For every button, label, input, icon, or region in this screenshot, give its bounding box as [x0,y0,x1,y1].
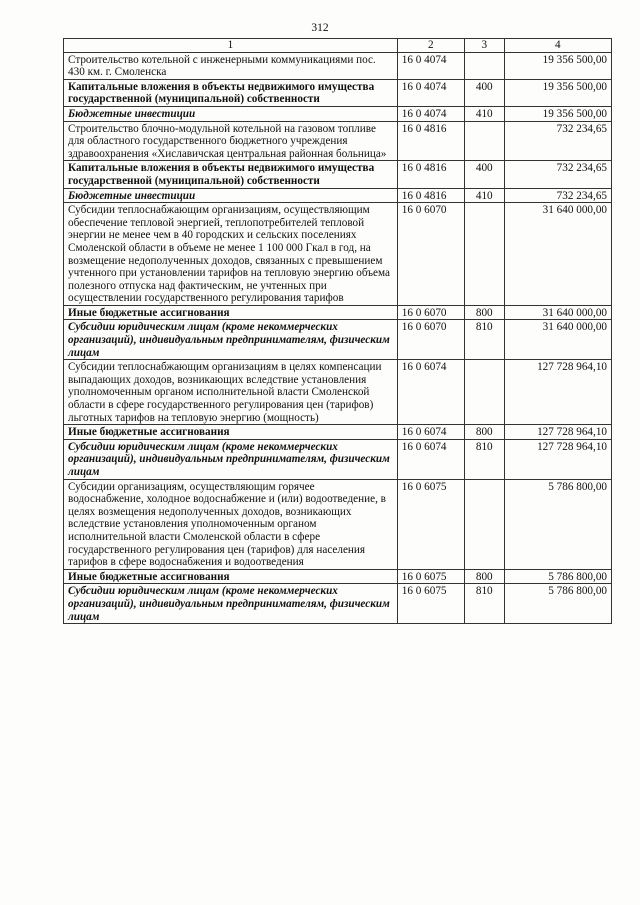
row-code: 16 0 6075 [397,479,464,569]
row-name: Строительство блочно-модульной котельной на газовом топливе для областного государственного бюджетного учреждения здравоохранения «Хиславичская центральная районная больница» [64,121,398,161]
row-code: 16 0 6075 [397,584,464,624]
table-row [64,52,612,79]
row-code: 16 0 6070 [397,203,464,306]
row-name: Субсидии юридическим лицам (кроме некоммерческих организаций), индивидуальным предпринимателям, физическим лицам [64,439,398,479]
row-code: 16 0 6074 [397,439,464,479]
row-code: 16 0 6070 [397,320,464,360]
row-name: Субсидии теплоснабжающим организациям, осуществляющим обеспечение тепловой энергией, теплопотребителей тепловой энергии не менее чем в 40 городских и сельских поселениях Смоленской области в объеме не менее 1 100 000 Гкал в год, на возмещение недополученных доходов, связанных с превышением учтенного при установлении тарифов на тепловую энергию объема полезного отпуска над фактическим, не учтенных при осуществлении государственного регулирования тарифов [64,203,398,306]
table-row [64,79,612,106]
row-code: 16 0 6070 [397,305,464,320]
table-row [64,320,612,360]
table-header-row [64,39,612,53]
row-amount: 19 356 500,00 [504,106,611,121]
row-amount: 31 640 000,00 [504,305,611,320]
row-type: 800 [464,425,504,440]
table-row [64,161,612,188]
row-type [464,203,504,306]
row-type: 400 [464,161,504,188]
row-name: Бюджетные инвестиции [64,106,398,121]
table-row [64,569,612,584]
table-row [64,584,612,624]
row-name: Бюджетные инвестиции [64,188,398,203]
row-name: Иные бюджетные ассигнования [64,425,398,440]
row-amount: 732 234,65 [504,121,611,161]
row-type: 800 [464,305,504,320]
row-code: 16 0 4074 [397,106,464,121]
table-row [64,425,612,440]
row-amount: 31 640 000,00 [504,203,611,306]
row-name: Субсидии юридическим лицам (кроме некоммерческих организаций), индивидуальным предпринимателям, физическим лицам [64,584,398,624]
table-row [64,188,612,203]
row-name: Иные бюджетные ассигнования [64,569,398,584]
row-type: 810 [464,439,504,479]
row-amount: 127 728 964,10 [504,439,611,479]
row-amount: 5 786 800,00 [504,584,611,624]
row-code: 16 0 6075 [397,569,464,584]
row-code: 16 0 4816 [397,121,464,161]
row-type: 810 [464,320,504,360]
row-type: 410 [464,188,504,203]
table-row [64,305,612,320]
row-type [464,121,504,161]
row-name: Субсидии теплоснабжающим организациям в целях компенсации выпадающих доходов, возникающих вследствие установления уполномоченным органом исполнительной власти Смоленской области в сфере государственного регулирования цен (тарифов) льготных тарифов на тепловую энергию (мощность) [64,360,398,425]
budget-table [63,38,612,624]
header-col-3: 3 [464,39,504,53]
table-row [64,121,612,161]
row-type: 800 [464,569,504,584]
row-type: 410 [464,106,504,121]
table-row [64,479,612,569]
row-amount: 732 234,65 [504,161,611,188]
row-amount: 5 786 800,00 [504,569,611,584]
table-row [64,439,612,479]
header-col-2: 2 [397,39,464,53]
row-code: 16 0 6074 [397,425,464,440]
row-amount: 127 728 964,10 [504,360,611,425]
row-name: Субсидии организациям, осуществляющим горячее водоснабжение, холодное водоснабжение и (или) водоотведение, в целях возмещения недополученных доходов, возникающих вследствие установления уполномоченным органом исполнительной власти Смоленской области в сфере государственного регулирования цен (тарифов) для населения тарифов в сфере водоснабжения и водоотведения [64,479,398,569]
row-type [464,52,504,79]
row-amount: 19 356 500,00 [504,79,611,106]
row-amount: 127 728 964,10 [504,425,611,440]
row-name: Строительство котельной с инженерными коммуникациями пос. 430 км. г. Смоленска [64,52,398,79]
page-number: 312 [311,22,329,34]
row-name: Иные бюджетные ассигнования [64,305,398,320]
row-code: 16 0 4816 [397,161,464,188]
row-code: 16 0 4074 [397,52,464,79]
row-code: 16 0 4816 [397,188,464,203]
row-type [464,360,504,425]
header-col-1: 1 [64,39,398,53]
row-type: 810 [464,584,504,624]
row-code: 16 0 4074 [397,79,464,106]
row-amount: 5 786 800,00 [504,479,611,569]
row-type: 400 [464,79,504,106]
row-amount: 31 640 000,00 [504,320,611,360]
row-name: Капитальные вложения в объекты недвижимого имущества государственной (муниципальной) собственности [64,79,398,106]
table-row [64,203,612,306]
row-code: 16 0 6074 [397,360,464,425]
row-amount: 19 356 500,00 [504,52,611,79]
row-name: Субсидии юридическим лицам (кроме некоммерческих организаций), индивидуальным предпринимателям, физическим лицам [64,320,398,360]
table-row [64,360,612,425]
row-name: Капитальные вложения в объекты недвижимого имущества государственной (муниципальной) собственности [64,161,398,188]
row-type [464,479,504,569]
header-col-4: 4 [504,39,611,53]
table-row [64,106,612,121]
row-amount: 732 234,65 [504,188,611,203]
